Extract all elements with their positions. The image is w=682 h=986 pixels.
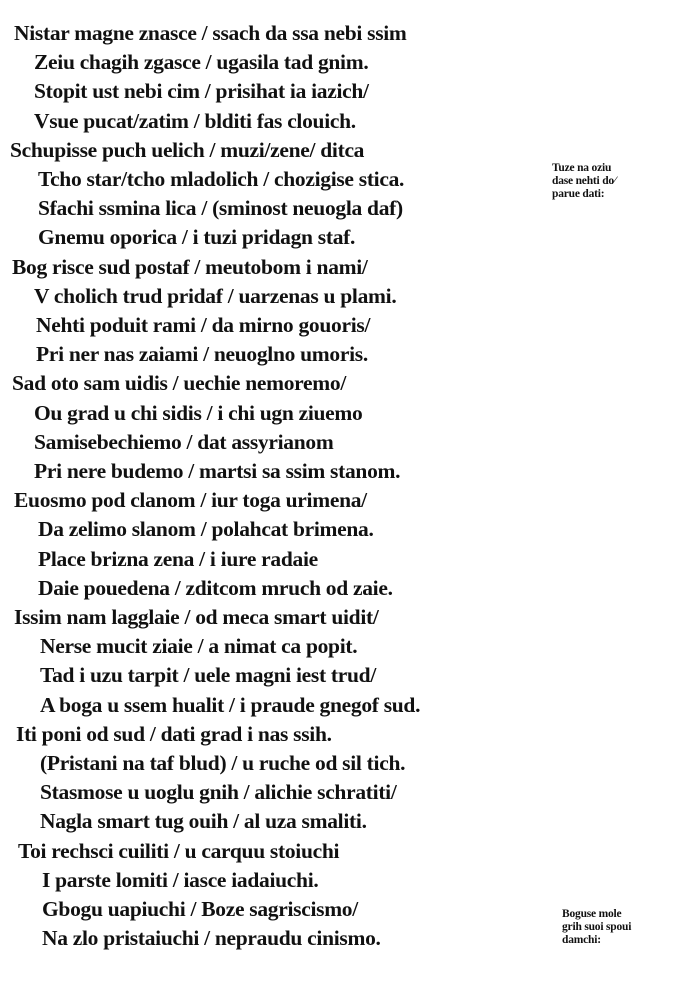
verse-line: Sad oto sam uidis / uechie nemoremo/: [12, 371, 347, 396]
verse-line: Vsue pucat/zatim / blditi fas clouich.: [34, 108, 356, 133]
verse-line: I parste lomiti / iasce iadaiuchi.: [42, 867, 319, 892]
verse-line: (Pristani na taf blud) / u ruche od sil tich.: [40, 751, 406, 775]
verse-line: Stasmose u uoglu gnih / alichie schratiti/: [40, 780, 397, 805]
margin-note-line: Boguse mole: [562, 908, 622, 920]
verse-line: A boga u ssem hualit / i praude gnegof sud.: [40, 692, 421, 717]
verse-line: Nehti poduit rami / da mirno gouoris/: [36, 313, 371, 337]
margin-note-line: parue dati:: [552, 188, 605, 200]
verse-line: Daie pouedena / zditcom mruch od zaie.: [38, 575, 393, 600]
verse-line: Schupisse puch uelich / muzi/zene/ ditca: [10, 137, 365, 162]
verse-line: Na zlo pristaiuchi / nepraudu cinismo.: [42, 926, 381, 951]
verse-line: Ou grad u chi sidis / i chi ugn ziuemo: [34, 400, 363, 425]
margin-note: [552, 162, 616, 201]
verse-line: Place brizna zena / i iure radaie: [38, 546, 318, 571]
verse-line: Sfachi ssmina lica / (sminost neuogla daf): [38, 196, 403, 221]
verse-line: Bog risce sud postaf / meutobom i nami/: [12, 254, 368, 279]
verse-line: Gnemu oporica / i tuzi pridagn staf.: [38, 225, 356, 250]
verse-line: V cholich trud pridaf / uarzenas u plami.: [34, 283, 397, 308]
verse-line: Stopit ust nebi cim / prisihat ia iazich/: [34, 79, 369, 104]
margin-note-line: grih suoi spoui: [562, 921, 632, 933]
verse-line: Nerse mucit ziaie / a nimat ca popit.: [40, 634, 358, 659]
verse-line: Da zelimo slanom / polahcat brimena.: [38, 517, 374, 542]
verse-line: Samisebechiemo / dat assyrianom: [34, 429, 334, 454]
verse-line: Euosmo pod clanom / iur toga urimena/: [14, 488, 367, 513]
margin-note-line: dase nehti do⁄: [552, 175, 616, 187]
margin-note-line: damchi:: [562, 934, 601, 946]
verse-line: Iti poni od sud / dati grad i nas ssih.: [16, 721, 332, 746]
margin-note-line: Tuze na oziu: [552, 162, 612, 174]
verse-line: Pri nere budemo / martsi sa ssim stanom.: [34, 459, 401, 483]
verse-line: Tcho star/tcho mladolich / chozigise stica.: [38, 167, 405, 191]
verse-line: Issim nam lagglaie / od meca smart uidit/: [14, 605, 379, 629]
verse-line: Toi rechsci cuiliti / u carquu stoiuchi: [18, 838, 340, 863]
verse-line: Tad i uzu tarpit / uele magni iest trud/: [40, 663, 377, 688]
verse-line: Pri ner nas zaiami / neuoglno umoris.: [36, 342, 368, 367]
margin-note: [562, 908, 631, 947]
verse-line: Nistar magne znasce / ssach da ssa nebi ssim: [14, 21, 407, 45]
verse-line: Gbogu uapiuchi / Boze sagriscismo/: [42, 897, 358, 921]
verse-line: Nagla smart tug ouih / al uza smaliti.: [40, 809, 367, 834]
verse-line: Zeiu chagih zgasce / ugasila tad gnim.: [34, 50, 369, 75]
